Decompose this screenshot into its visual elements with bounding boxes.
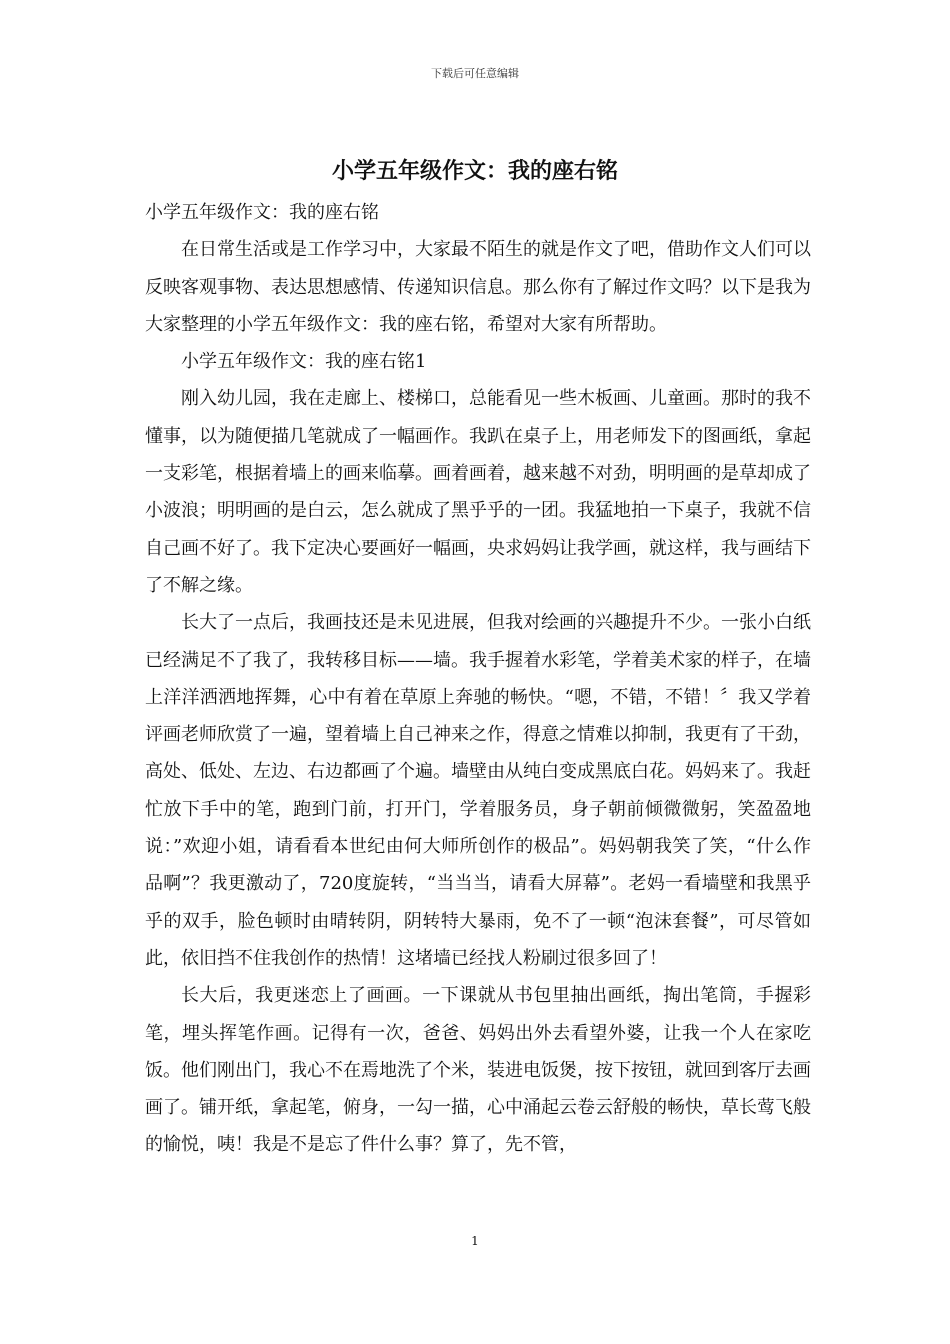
- document-title: 小学五年级作文：我的座右铭: [331, 158, 618, 184]
- body-paragraph: 长大后，我更迷恋上了画画。一下课就从书包里抽出画纸，掏出笔筒，手握彩笔，埋头挥笔作画。记得有一次，爸爸、妈妈出外去看望外婆，让我一个人在家吃饭。他们刚出门，我心不在焉地洗了个米，装进电饭煲，按下按钮，就回到客厅去画画了。铺开纸，拿起笔，俯身，一勾一描，心中涌起云卷云舒般的畅快，草长莺飞般的愉悦，咦！我是不是忘了件什么事？算了，先不管，: [145, 985, 811, 1156]
- intro-paragraph: 在日常生活或是工作学习中，大家最不陌生的就是作文了吧，借助作文人们可以反映客观事物、表达思想感情、传递知识信息。那么你有了解过作文吗？以下是我为大家整理的小学五年级作文：我的座右铭，希望对大家有所帮助。: [145, 239, 811, 335]
- body-paragraph: 长大了一点后，我画技还是未见进展，但我对绘画的兴趣提升不少。一张小白纸已经满足不了我了，我转移目标——墙。我手握着水彩笔，学着美术家的样子，在墙上洋洋洒洒地挥舞，心中有着在草原上奔驰的畅快。“嗯，不错，不错！〞我又学着评画老师欣赏了一遍，望着墙上自己神来之作，得意之情难以抑制，我更有了干劲，高处、低处、左边、右边都画了个遍。墙壁由从纯白变成黑底白花。妈妈来了。我赶忙放下手中的笔，跑到门前，打开门，学着服务员，身子朝前倾微微躬，笑盈盈地说：”欢迎小姐，请看看本世纪由何大师所创作的极品”。妈妈朝我笑了笑，“什么作品啊”？我更激动了，720度旋转，“当当当，请看大屏幕”。老妈一看墙壁和我黑乎乎的双手，脸色顿时由晴转阴，阴转特大暴雨，免不了一顿“泡沫套餐”，可尽管如此，依旧挡不住我创作的热情！这堵墙已经找人粉刷过很多回了！: [145, 612, 811, 969]
- document-body: [145, 194, 811, 1164]
- page-number: 1: [471, 1234, 479, 1248]
- subtitle-paragraph: 小学五年级作文：我的座右铭: [145, 202, 379, 223]
- page-header: 下载后可任意编辑: [431, 67, 519, 80]
- body-paragraph: 刚入幼儿园，我在走廊上、楼梯口，总能看见一些木板画、儿童画。那时的我不懂事，以为随便描几笔就成了一幅画作。我趴在桌子上，用老师发下的图画纸，拿起一支彩笔，根据着墙上的画来临摹。画着画着，越来越不对劲，明明画的是草却成了小波浪；明明画的是白云，怎么就成了黑乎乎的一团。我猛地拍一下桌子，我就不信自己画不好了。我下定决心要画好一幅画，央求妈妈让我学画，就这样，我与画结下了不解之缘。: [145, 388, 811, 596]
- section-heading: 小学五年级作文：我的座右铭1: [181, 351, 427, 373]
